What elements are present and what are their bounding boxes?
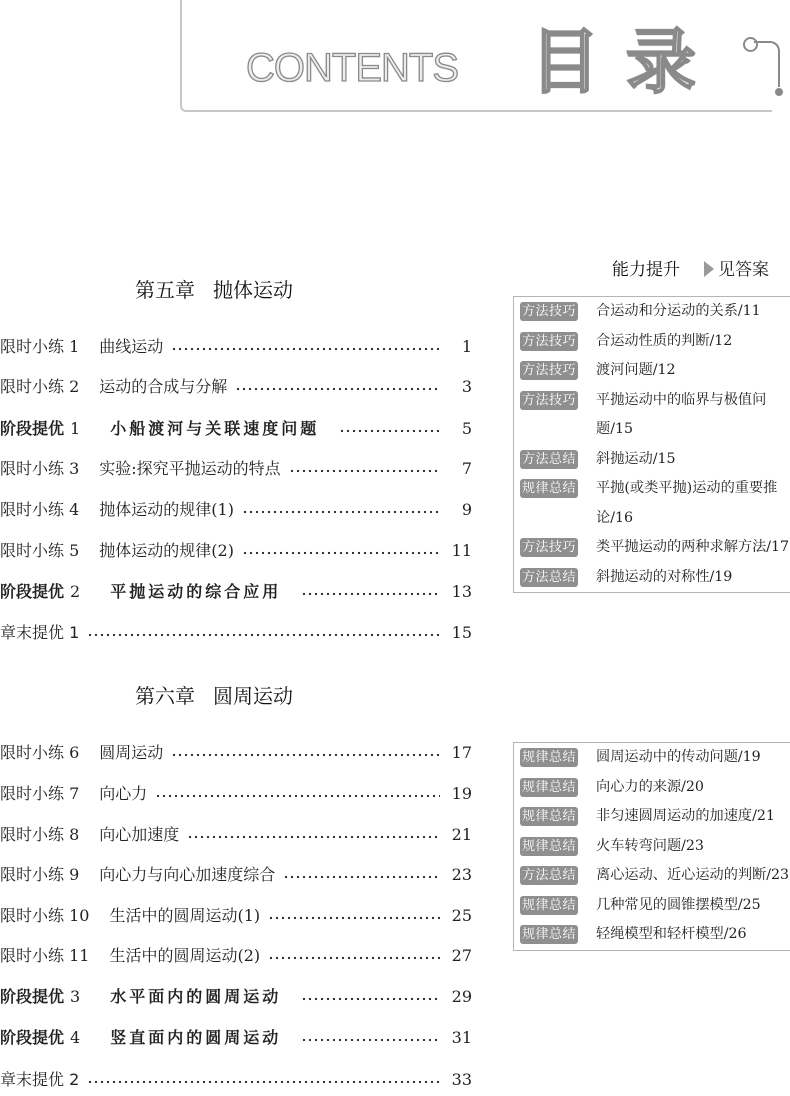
toc-label [0, 903, 89, 926]
toc-label [0, 781, 79, 804]
toc-dot-leader [339, 429, 440, 433]
ability-item-text: 向心力的来源/20 [596, 778, 704, 795]
category-badge: 规律总结 [522, 838, 577, 854]
toc-page-number: 9 [461, 500, 472, 519]
toc-title: 平抛运动的综合应用 [110, 582, 282, 601]
toc-dot-leader [242, 510, 440, 514]
toc-dot-leader [235, 387, 440, 391]
toc-label-text: 阶段提优 [0, 419, 65, 438]
toc-page-number: 5 [461, 419, 472, 438]
toc-page-number: 21 [451, 825, 472, 844]
chapter5-heading [135, 274, 293, 303]
ability-item-text: 火车转弯问题/23 [596, 837, 704, 854]
toc-label [0, 579, 80, 602]
toc-title: 向心加速度 [99, 825, 180, 844]
category-badge: 规律总结 [522, 897, 577, 913]
toc-dot-leader [87, 1080, 440, 1084]
toc-page-number: 7 [461, 459, 472, 478]
ability-item-text: 非匀速圆周运动的加速度/21 [596, 808, 775, 824]
toc-page-number: 13 [451, 582, 472, 601]
toc-label-text: 限时小练 3 [0, 459, 80, 478]
ability-panel-chapter5 [513, 296, 790, 593]
ability-item-text: 轻绳模型和轻杆模型/26 [596, 926, 747, 942]
toc-row[interactable] [0, 1025, 478, 1049]
toc-label-text: 限时小练 2 [0, 377, 80, 396]
toc-dot-leader [268, 916, 440, 920]
ability-item [514, 533, 790, 563]
ability-item-text: 离心运动、近心运动的判断/23 [596, 867, 790, 883]
toc-label-number: 2 [70, 582, 81, 601]
ability-item [514, 920, 790, 950]
chapter6-number: 第六章 [135, 684, 195, 708]
category-badge: 方法技巧 [522, 333, 577, 349]
chapter5-name: 抛体运动 [213, 278, 293, 302]
ability-item [514, 832, 790, 862]
ability-item-text: 平抛(或类平抛)运动的重要推论/16 [596, 480, 778, 526]
toc-title: 抛体运动的规律(2) [99, 541, 234, 560]
ability-item-text: 类平抛运动的两种求解方法/17 [596, 539, 790, 555]
chapter6-heading [135, 680, 293, 709]
toc-label-text: 限时小练 1 [0, 337, 80, 356]
toc-title: 生活中的圆周运动(2) [109, 946, 261, 965]
ability-item [514, 327, 790, 357]
toc-page-number: 27 [451, 946, 472, 965]
toc-title: 向心力与向心加速度综合 [99, 865, 276, 884]
toc-page-number: 19 [451, 784, 472, 803]
toc-label-text: 限时小练 11 [0, 946, 90, 965]
toc-row[interactable] [0, 822, 478, 846]
toc-label [0, 862, 79, 885]
ability-header [612, 255, 769, 280]
toc-label-text: 限时小练 10 [0, 906, 90, 925]
ability-item [514, 743, 790, 773]
ability-title: 能力提升 [612, 260, 680, 280]
toc-label-number: 3 [70, 987, 81, 1006]
category-badge: 方法总结 [522, 451, 577, 467]
toc-label [0, 1067, 79, 1090]
toc-page-number: 29 [451, 987, 472, 1006]
toc-dot-leader [289, 469, 440, 473]
ability-item [514, 773, 790, 803]
ability-item [514, 861, 790, 891]
toc-label [0, 374, 79, 397]
toc-row[interactable] [0, 862, 478, 886]
category-badge: 方法技巧 [522, 363, 577, 378]
ability-item [514, 297, 790, 327]
toc-page-number: 23 [451, 865, 472, 884]
ability-item [514, 474, 790, 533]
contents-word: CONTENTS [246, 46, 458, 90]
category-badge: 方法总结 [522, 868, 577, 883]
toc-title: 生活中的圆周运动(1) [109, 906, 261, 925]
toc-row[interactable] [0, 903, 478, 927]
ability-item-text: 斜抛运动的对称性/19 [596, 568, 733, 585]
triangle-right-icon [704, 261, 714, 277]
toc-page-number: 31 [451, 1028, 472, 1047]
toc-label [0, 497, 79, 520]
toc-dot-leader [301, 592, 440, 596]
page-header [0, 0, 790, 120]
toc-title: 竖直面内的圆周运动 [110, 1028, 282, 1047]
ability-item [514, 386, 790, 445]
toc-label [0, 822, 79, 845]
toc-row[interactable] [0, 620, 478, 644]
category-badge: 规律总结 [522, 779, 577, 795]
chapter5-number: 第五章 [135, 278, 195, 302]
category-badge: 规律总结 [522, 927, 577, 942]
ability-item-text: 合运动和分运动的关系/11 [596, 303, 761, 319]
toc-label-text: 阶段提优 [0, 582, 65, 601]
decorative-line-icon [754, 41, 780, 87]
toc-dot-leader [187, 835, 440, 839]
ability-item [514, 356, 790, 386]
category-badge: 方法总结 [522, 569, 577, 585]
ability-item [514, 445, 790, 475]
toc-row[interactable] [0, 1067, 478, 1091]
toc-label-text: 限时小练 6 [0, 743, 80, 762]
category-badge: 方法技巧 [522, 304, 577, 319]
category-badge: 方法技巧 [522, 540, 577, 555]
toc-label [0, 740, 79, 763]
toc-row[interactable] [0, 579, 478, 603]
toc-page-number: 1 [461, 337, 472, 356]
toc-label-text: 章末提优 1 [0, 623, 80, 642]
toc-title: 运动的合成与分解 [99, 377, 228, 396]
toc-dot-leader [301, 1038, 440, 1042]
toc-label [0, 416, 80, 439]
toc-row[interactable] [0, 781, 478, 805]
toc-page-number: 3 [461, 377, 472, 396]
toc-row[interactable] [0, 334, 478, 358]
ability-item [514, 563, 790, 593]
toc-dot-leader [268, 956, 440, 960]
toc-label-text: 阶段提优 [0, 987, 65, 1006]
toc-label [0, 334, 79, 357]
ability-item-text: 斜抛运动/15 [596, 450, 676, 467]
toc-dot-leader [155, 794, 440, 798]
toc-label [0, 456, 79, 479]
toc-label-number: 4 [70, 1028, 81, 1047]
toc-label-text: 章末提优 2 [0, 1070, 80, 1089]
toc-title: 水平面内的圆周运动 [110, 987, 282, 1006]
ability-item [514, 802, 790, 832]
toc-title: 抛体运动的规律(1) [99, 500, 234, 519]
toc-page-number: 11 [451, 541, 472, 560]
toc-label [0, 984, 80, 1007]
toc-row[interactable] [0, 984, 478, 1008]
toc-dot-leader [87, 633, 440, 637]
category-badge: 方法技巧 [522, 392, 577, 408]
toc-page-number: 17 [451, 743, 472, 762]
toc-title: 圆周运动 [99, 743, 164, 762]
toc-row[interactable] [0, 456, 478, 480]
toc-title: 向心力 [99, 784, 148, 803]
toc-row[interactable] [0, 740, 478, 764]
toc-row[interactable] [0, 497, 478, 521]
toc-label [0, 620, 79, 643]
toc-dot-leader [283, 875, 440, 879]
toc-dot-leader [171, 753, 440, 757]
toc-label-text: 限时小练 8 [0, 825, 80, 844]
toc-title: 实验:探究平抛运动的特点 [99, 459, 281, 478]
toc-label-number: 1 [70, 419, 81, 438]
category-badge: 规律总结 [522, 750, 577, 765]
ability-item-text: 几种常见的圆锥摆模型/25 [596, 896, 761, 913]
toc-label [0, 943, 89, 966]
see-answer-label: 见答案 [718, 260, 769, 280]
toc-row[interactable] [0, 943, 478, 967]
toc-label-text: 限时小练 9 [0, 865, 80, 884]
toc-row[interactable] [0, 416, 478, 440]
toc-dot-leader [171, 347, 440, 351]
decorative-dot-icon [775, 88, 783, 96]
toc-title: 小船渡河与关联速度问题 [110, 419, 320, 438]
mulu-title: 目录 [530, 21, 722, 103]
ability-item-text: 圆周运动中的传动问题/19 [596, 749, 761, 765]
ability-item-text: 渡河问题/12 [596, 362, 676, 378]
toc-label [0, 538, 79, 561]
toc-label-text: 限时小练 4 [0, 500, 80, 519]
ability-item-text: 合运动性质的判断/12 [596, 332, 733, 349]
ability-item-text: 平抛运动中的临界与极值问题/15 [596, 391, 767, 437]
toc-page-number: 15 [451, 623, 472, 642]
category-badge: 规律总结 [522, 481, 577, 496]
toc-row[interactable] [0, 374, 478, 398]
toc-label-text: 阶段提优 [0, 1028, 65, 1047]
toc-label-text: 限时小练 5 [0, 541, 80, 560]
toc-page-number: 25 [451, 906, 472, 925]
chapter6-name: 圆周运动 [213, 684, 293, 708]
ability-item [514, 891, 790, 921]
toc-page-number: 33 [451, 1070, 472, 1089]
toc-label [0, 1025, 80, 1048]
toc-title: 曲线运动 [99, 337, 164, 356]
toc-label-text: 限时小练 7 [0, 784, 80, 803]
toc-dot-leader [301, 997, 440, 1001]
category-badge: 规律总结 [522, 809, 577, 824]
toc-dot-leader [242, 551, 440, 555]
toc-row[interactable] [0, 538, 478, 562]
ability-panel-chapter6 [513, 742, 790, 951]
